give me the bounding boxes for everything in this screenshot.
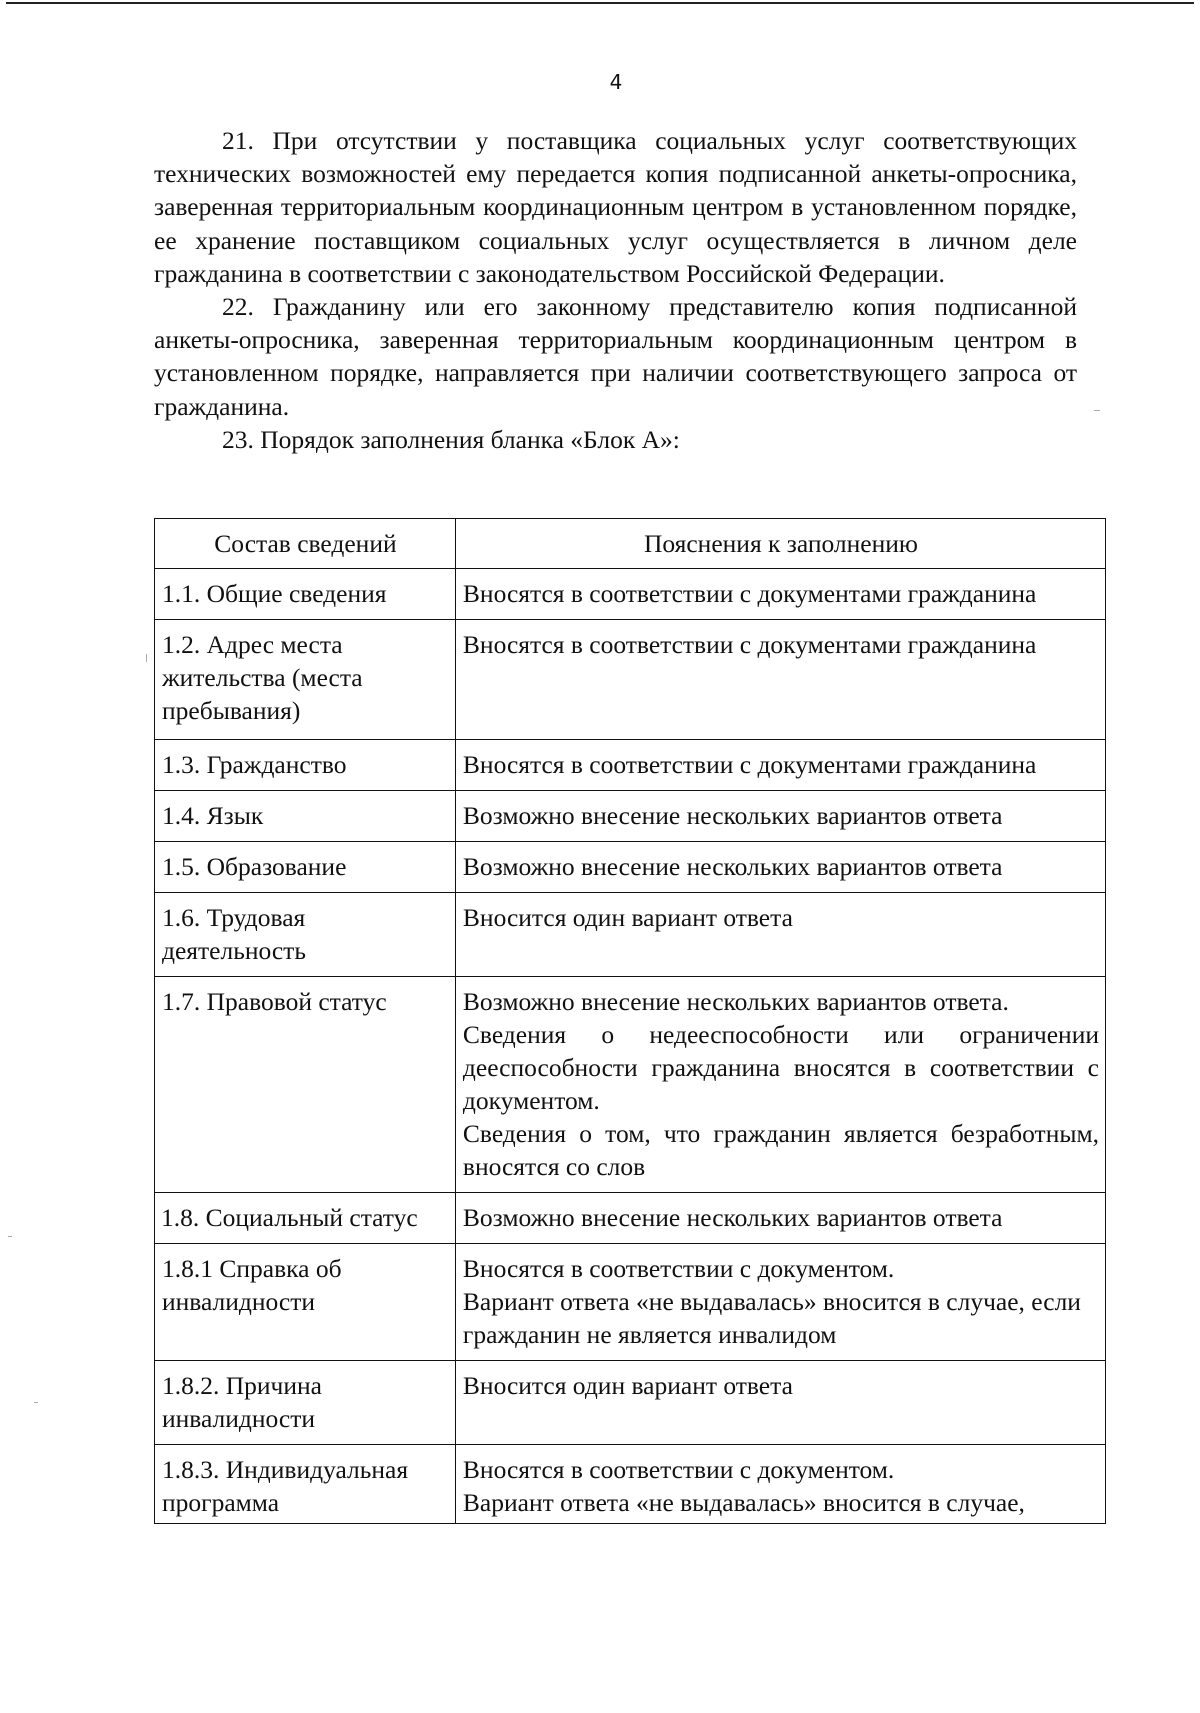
row-explanation xyxy=(455,842,1105,893)
page-number: 4 xyxy=(609,70,623,94)
row-item: 1.8.2. Причина инвалидности xyxy=(155,1361,456,1445)
row-explanation xyxy=(455,977,1105,1193)
row-explanation xyxy=(455,791,1105,842)
row-explanation xyxy=(455,620,1105,740)
row-explanation xyxy=(455,1244,1105,1361)
explanation-line: Вносятся в соответствии с документами гражданина xyxy=(462,630,1037,659)
explanation-line: Вносятся в соответствии с документом. xyxy=(462,1455,895,1484)
row-item: 1.8. Социальный статус xyxy=(155,1193,456,1244)
explanation-line: Вариант ответа «не выдавалась» вносится в случае, xyxy=(462,1488,1025,1517)
table-header-row xyxy=(155,519,1106,569)
explanation-line: Вносится один вариант ответа xyxy=(462,903,793,932)
explanation-line: Сведения о недееспособности или ограничении дееспособности гражданина вносятся в соответствии с документом. xyxy=(462,1020,1099,1115)
body-text xyxy=(154,124,1077,456)
explanation-line: Сведения о том, что гражданин является безработным, вносятся со слов xyxy=(462,1119,1099,1181)
row-item: 1.8.1 Справка об инвалидности xyxy=(155,1244,456,1361)
table-row xyxy=(155,893,1106,977)
table-row xyxy=(155,791,1106,842)
row-explanation xyxy=(455,893,1105,977)
paragraph-21: 21. При отсутствии у поставщика социальных услуг соответствующих технических возможностей ему передается копия подписанной анкеты-опросника, заверенная территориальным координационным центром в установленном порядке, ее хранение поставщиком социальных услуг осуществляется в личном деле гражданина в соответствии с законодательством Российской Федерации. xyxy=(154,126,1077,288)
table-row xyxy=(155,1244,1106,1361)
table-row xyxy=(155,740,1106,791)
explanation-line: Возможно внесение нескольких вариантов ответа xyxy=(462,852,1003,881)
row-item: 1.2. Адрес места жительства (места пребывания) xyxy=(155,620,456,740)
table-row xyxy=(155,569,1106,620)
row-explanation xyxy=(455,1361,1105,1445)
row-explanation xyxy=(455,1193,1105,1244)
paragraph-22: 22. Гражданину или его законному представителю копия подписанной анкеты-опросника, заверенная территориальным координационным центром в установленном порядке, направляется при наличии соответствующего запроса от гражданина. xyxy=(154,292,1077,421)
fill-instructions-table xyxy=(154,518,1106,1524)
paragraph-23: 23. Порядок заполнения бланка «Блок А»: xyxy=(222,424,680,454)
explanation-line: Возможно внесение нескольких вариантов ответа xyxy=(462,1203,1003,1232)
row-explanation xyxy=(455,569,1105,620)
explanation-line: Вариант ответа «не выдавалась» вносится в случае, если гражданин не является инвалидом xyxy=(462,1287,1081,1349)
table-row xyxy=(155,977,1106,1193)
table-row xyxy=(155,1445,1106,1524)
row-item: 1.1. Общие сведения xyxy=(155,569,456,620)
table-row xyxy=(155,842,1106,893)
header-explanation: Пояснения к заполнению xyxy=(455,519,1105,569)
header-composition: Состав сведений xyxy=(155,519,456,569)
scan-speck xyxy=(8,1236,12,1237)
explanation-line: Возможно внесение нескольких вариантов ответа. xyxy=(462,987,1009,1016)
explanation-line: Вносятся в соответствии с документом. xyxy=(462,1254,895,1283)
page-top-border xyxy=(6,2,1194,4)
row-item: 1.8.3. Индивидуальная программа xyxy=(155,1445,456,1524)
table-row xyxy=(155,1193,1106,1244)
table-row xyxy=(155,1361,1106,1445)
scan-speck xyxy=(146,654,147,662)
scan-speck xyxy=(1094,410,1100,411)
scan-speck xyxy=(34,1402,38,1403)
row-item: 1.6. Трудовая деятельность xyxy=(155,893,456,977)
row-item: 1.7. Правовой статус xyxy=(155,977,456,1193)
row-explanation xyxy=(455,740,1105,791)
explanation-line: Вносятся в соответствии с документами гражданина xyxy=(462,750,1037,779)
explanation-line: Вносится один вариант ответа xyxy=(462,1371,793,1400)
row-item: 1.5. Образование xyxy=(155,842,456,893)
explanation-line: Возможно внесение нескольких вариантов ответа xyxy=(462,801,1003,830)
row-explanation xyxy=(455,1445,1105,1524)
row-item: 1.3. Гражданство xyxy=(155,740,456,791)
row-item: 1.4. Язык xyxy=(155,791,456,842)
explanation-line: Вносятся в соответствии с документами гражданина xyxy=(462,579,1037,608)
table-row xyxy=(155,620,1106,740)
